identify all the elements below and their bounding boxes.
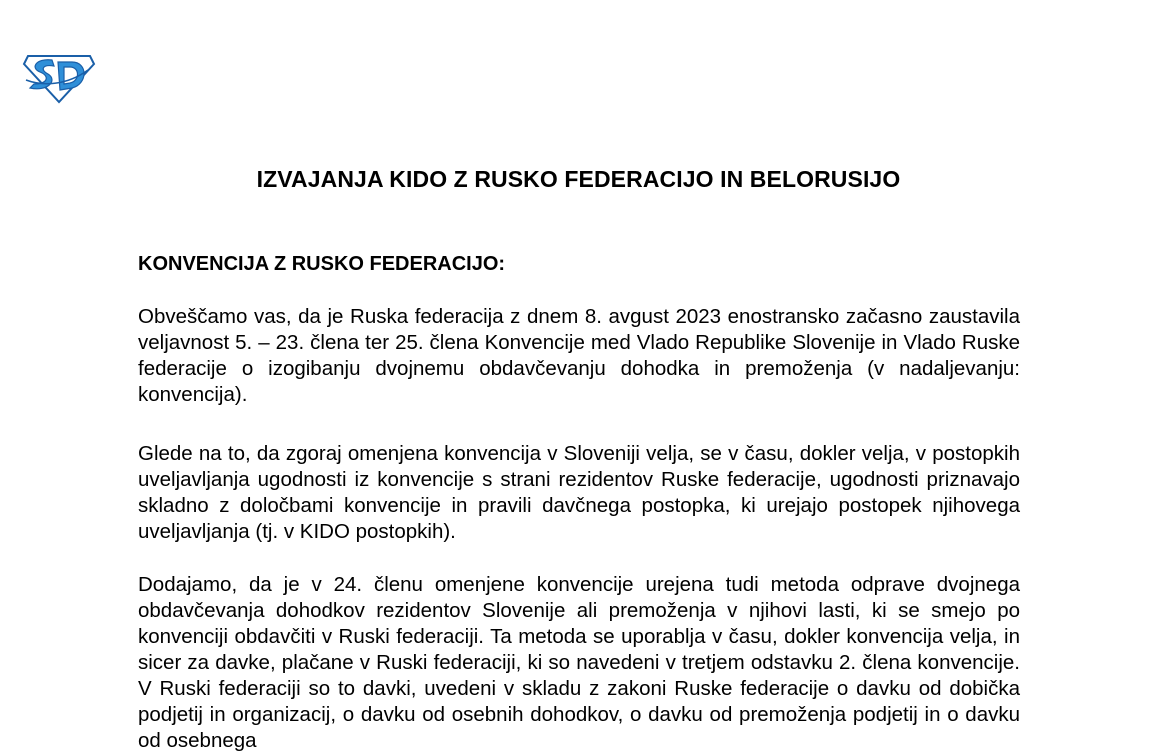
shield-sd-logo-icon	[22, 50, 96, 104]
paragraph-2: Glede na to, da zgoraj omenjena konvencija v Sloveniji velja, se v času, dokler velja, v postopkih uveljavljanja ugodnosti iz konvencije s strani rezidentov Ruske federacije, ugodnosti priznavajo skladno z določbami konvencije in pravili davčnega postopka, ki urejajo postopek njihovega uveljavljanja (tj. v KIDO postopkih).	[138, 442, 1020, 543]
document-title: IZVAJANJA KIDO Z RUSKO FEDERACIJO IN BELORUSIJO	[256, 166, 901, 192]
section-heading: KONVENCIJA Z RUSKO FEDERACIJO:	[138, 253, 506, 275]
paragraph-1: Obveščamo vas, da je Ruska federacija z dnem 8. avgust 2023 enostransko začasno zaustavila veljavnost 5. – 23. člena ter 25. člena Konvencije med Vlado Republike Slovenije in Vlado Ruske federacije o izogibanju dvojnemu obdavčevanju dohodka in premoženja (v nadaljevanju: konvencija).	[138, 305, 1020, 406]
paragraph-3: Dodajamo, da je v 24. členu omenjene konvencije urejena tudi metoda odprave dvojnega obdavčevanja dohodkov rezidentov Slovenije ali premoženja v njihovi lasti, ki se smejo po konvenciji obdavčiti v Ruski federaciji. Ta metoda se uporablja v času, dokler konvencija velja, in sicer za davke, plačane v Ruski federaciji, ki so navedeni v tretjem odstavku 2. člena konvencije. V Ruski federaciji so to davki, uvedeni v skladu z zakoni Ruske federacije o davku od dobička podjetij in organizacij, o davku od osebnih dohodkov, o davku od premoženja podjetij in o davku od osebnega	[138, 573, 1020, 752]
